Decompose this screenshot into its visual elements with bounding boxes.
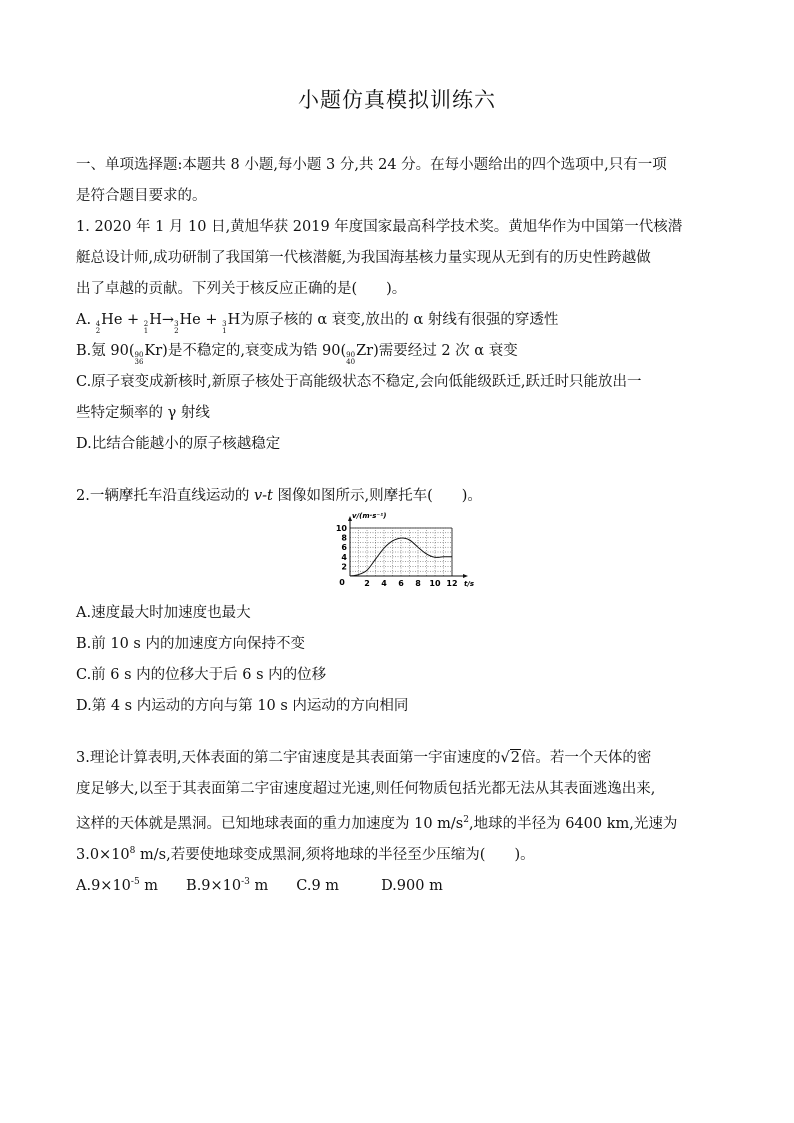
- q1-option-a: A. 4 2 He + 2 1 H→ 3 2 He + 3 1 H为原子核的 α 衰变,放出的 α 射线有很强的穿透性: [76, 305, 720, 336]
- q3-option-c: C.9 m: [296, 878, 340, 894]
- x-tick-label: 2: [364, 579, 370, 588]
- nuclide: 90 40: [346, 351, 356, 366]
- nuclide: 90 36 Kr: [134, 343, 163, 366]
- y-tick-label: 2: [341, 562, 347, 572]
- q1-option-c-line1: C.原子衰变成新核时,新原子核处于高能级状态不稳定,会向低能级跃迁,跃迁时只能放出一: [76, 374, 642, 390]
- x-tick-label: 8: [415, 579, 421, 588]
- q3-options: [76, 867, 720, 898]
- sqrt-symbol: √2: [500, 750, 520, 766]
- x-tick-label: 4: [381, 579, 387, 588]
- q1-option-c-line2: 些特定频率的 γ 射线: [76, 405, 210, 421]
- q1-stem-line2: 艇总设计师,成功研制了我国第一代核潜艇,为我国海基核力量实现从无到有的历史性跨越做: [76, 250, 651, 266]
- q3-stem-line4: $3.0\times 10^8$ m/s,若要使地球变成黑洞,须将地球的半径至少压缩为( )。: [76, 846, 535, 863]
- q3-option-a: $A.9\times 10^{-5}$ m: [76, 877, 159, 894]
- y-tick-label: 8: [341, 533, 347, 543]
- q2-stem: 2.一辆摩托车沿直线运动的 v-t 图像如图所示,则摩托车( )。: [76, 488, 482, 504]
- q3-option-b: $B.9\times 10^{-3}$ m: [186, 877, 269, 894]
- x-axis-arrow: [463, 574, 468, 578]
- y-tick-label: 4: [341, 552, 347, 562]
- q1-stem-line1: 1. 2020 年 1 月 10 日,黄旭华获 2019 年度国家最高科学技术奖。黄旭华作为中国第一代核潜: [76, 219, 683, 235]
- x-tick-label: 10: [429, 579, 441, 588]
- q1-option-d: D.比结合能越小的原子核越稳定: [76, 436, 281, 452]
- q3-stem-line3: 这样的天体就是黑洞。已知地球表面的重力加速度为 10 $m/s^2$,地球的半径为 6400 km,光速为: [76, 815, 678, 832]
- page-title: 小题仿真模拟训练六: [298, 88, 496, 112]
- nuclide: 3 2 He: [174, 312, 201, 335]
- y-axis-label: v/(m·s⁻¹): [352, 512, 387, 520]
- q2-option-b: B.前 10 s 内的加速度方向保持不变: [76, 636, 305, 652]
- nuclide: 3 1 H: [222, 312, 241, 335]
- section-header-line1: 一、单项选择题:本题共 8 小题,每小题 3 分,共 24 分。在每小题给出的四个选项中,只有一项: [76, 157, 667, 173]
- section-header-line2: 是符合题目要求的。: [76, 188, 207, 204]
- q3-option-d: D.900 m: [381, 878, 443, 894]
- x-axis-label: t/s: [464, 580, 475, 588]
- q2-option-d: D.第 4 s 内运动的方向与第 10 s 内运动的方向相同: [76, 698, 409, 714]
- q2-option-c: C.前 6 s 内的位移大于后 6 s 内的位移: [76, 667, 327, 683]
- vt-chart: [330, 512, 475, 594]
- vt-graph: [76, 512, 720, 598]
- x-tick-label: 12: [446, 579, 458, 588]
- q1-option-b: B.氪 90( 90 36 Kr)是不稳定的,衰变成为锆 90( 90 40 Zr)需要经过 2 次 α 衰变: [76, 336, 720, 367]
- q3-stem-line1: 3.理论计算表明,天体表面的第二宇宙速度是其表面第一宇宙速度的√2倍。若一个天体的密: [76, 743, 720, 774]
- nuclide: 4 2 He: [95, 312, 123, 335]
- q3-stem-line2: 度足够大,以至于其表面第二宇宙速度超过光速,则任何物质包括光都无法从其表面逃逸出来,: [76, 781, 656, 797]
- q1-stem-line3: 出了卓越的贡献。下列关于核反应正确的是( )。: [76, 281, 407, 297]
- x-tick-label: 6: [398, 579, 404, 588]
- nuclide: 2 1 H: [143, 312, 162, 335]
- origin-label: 0: [339, 578, 345, 587]
- y-tick-label: 6: [341, 543, 347, 553]
- question-sheet: [76, 150, 720, 898]
- y-tick-label: 10: [335, 524, 347, 533]
- q2-option-a: A.速度最大时加速度也最大: [76, 605, 251, 621]
